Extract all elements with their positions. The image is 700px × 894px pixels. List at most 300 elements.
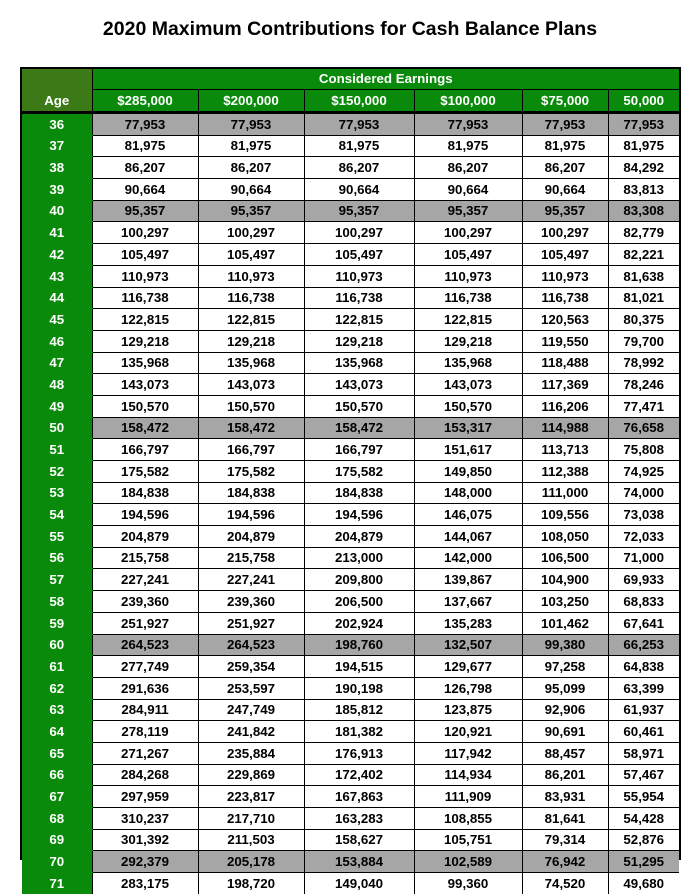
value-cell: 99,360 — [414, 873, 522, 894]
value-cell: 100,297 — [414, 222, 522, 244]
age-cell: 59 — [22, 612, 92, 634]
value-cell: 116,738 — [198, 287, 304, 309]
value-cell: 77,953 — [198, 114, 304, 135]
column-header: $150,000 — [304, 90, 414, 112]
value-cell: 90,664 — [414, 179, 522, 201]
value-cell: 247,749 — [198, 699, 304, 721]
value-cell: 116,738 — [522, 287, 608, 309]
value-cell: 181,382 — [304, 721, 414, 743]
value-cell: 81,975 — [304, 135, 414, 157]
table-row — [22, 374, 679, 396]
value-cell: 150,570 — [92, 395, 198, 417]
value-cell: 95,357 — [414, 200, 522, 222]
value-cell: 139,867 — [414, 569, 522, 591]
value-cell: 77,953 — [608, 114, 679, 135]
value-cell: 166,797 — [198, 439, 304, 461]
contributions-table-frame — [20, 67, 681, 891]
value-cell: 97,258 — [522, 656, 608, 678]
age-cell: 38 — [22, 157, 92, 179]
value-cell: 158,472 — [92, 417, 198, 439]
value-cell: 223,817 — [198, 786, 304, 808]
table-row — [22, 439, 679, 461]
value-cell: 77,953 — [414, 114, 522, 135]
table-row — [22, 526, 679, 548]
value-cell: 110,973 — [198, 265, 304, 287]
value-cell: 211,503 — [198, 829, 304, 851]
value-cell: 75,808 — [608, 439, 679, 461]
value-cell: 297,959 — [92, 786, 198, 808]
value-cell: 77,471 — [608, 395, 679, 417]
value-cell: 114,988 — [522, 417, 608, 439]
value-cell: 278,119 — [92, 721, 198, 743]
value-cell: 143,073 — [92, 374, 198, 396]
value-cell: 95,357 — [522, 200, 608, 222]
age-cell: 36 — [22, 114, 92, 135]
value-cell: 123,875 — [414, 699, 522, 721]
table-row — [22, 873, 679, 894]
value-cell: 204,879 — [304, 526, 414, 548]
table-body — [22, 114, 679, 894]
value-cell: 132,507 — [414, 634, 522, 656]
value-cell: 90,664 — [92, 179, 198, 201]
age-cell: 42 — [22, 244, 92, 266]
value-cell: 205,178 — [198, 851, 304, 873]
table-row — [22, 851, 679, 873]
table-row — [22, 265, 679, 287]
value-cell: 86,207 — [198, 157, 304, 179]
age-cell: 62 — [22, 677, 92, 699]
value-cell: 194,515 — [304, 656, 414, 678]
value-cell: 63,399 — [608, 677, 679, 699]
value-cell: 81,975 — [92, 135, 198, 157]
table-row — [22, 309, 679, 331]
table-row — [22, 829, 679, 851]
column-header-row — [22, 90, 679, 112]
value-cell: 150,570 — [304, 395, 414, 417]
value-cell: 118,488 — [522, 352, 608, 374]
value-cell: 184,838 — [304, 482, 414, 504]
value-cell: 239,360 — [198, 591, 304, 613]
age-cell: 44 — [22, 287, 92, 309]
value-cell: 95,357 — [92, 200, 198, 222]
age-cell: 37 — [22, 135, 92, 157]
value-cell: 86,207 — [304, 157, 414, 179]
value-cell: 153,317 — [414, 417, 522, 439]
value-cell: 76,942 — [522, 851, 608, 873]
value-cell: 122,815 — [92, 309, 198, 331]
age-cell: 64 — [22, 721, 92, 743]
considered-earnings-header: Considered Earnings — [92, 69, 679, 90]
table-row — [22, 786, 679, 808]
value-cell: 135,968 — [414, 352, 522, 374]
value-cell: 241,842 — [198, 721, 304, 743]
value-cell: 227,241 — [198, 569, 304, 591]
value-cell: 99,380 — [522, 634, 608, 656]
table-row — [22, 569, 679, 591]
value-cell: 90,664 — [304, 179, 414, 201]
value-cell: 113,713 — [522, 439, 608, 461]
value-cell: 78,992 — [608, 352, 679, 374]
value-cell: 95,099 — [522, 677, 608, 699]
value-cell: 129,677 — [414, 656, 522, 678]
value-cell: 81,975 — [522, 135, 608, 157]
column-header: $200,000 — [198, 90, 304, 112]
value-cell: 83,308 — [608, 200, 679, 222]
value-cell: 110,973 — [414, 265, 522, 287]
table-row — [22, 612, 679, 634]
value-cell: 66,253 — [608, 634, 679, 656]
value-cell: 209,800 — [304, 569, 414, 591]
value-cell: 105,497 — [304, 244, 414, 266]
value-cell: 204,879 — [198, 526, 304, 548]
value-cell: 105,751 — [414, 829, 522, 851]
value-cell: 68,833 — [608, 591, 679, 613]
value-cell: 110,973 — [304, 265, 414, 287]
value-cell: 95,357 — [304, 200, 414, 222]
value-cell: 112,388 — [522, 461, 608, 483]
value-cell: 129,218 — [304, 330, 414, 352]
table-row — [22, 179, 679, 201]
value-cell: 122,815 — [304, 309, 414, 331]
value-cell: 184,838 — [92, 482, 198, 504]
value-cell: 92,906 — [522, 699, 608, 721]
value-cell: 148,000 — [414, 482, 522, 504]
value-cell: 194,596 — [304, 504, 414, 526]
column-header: $75,000 — [522, 90, 608, 112]
value-cell: 158,472 — [198, 417, 304, 439]
value-cell: 51,295 — [608, 851, 679, 873]
age-cell: 60 — [22, 634, 92, 656]
value-cell: 277,749 — [92, 656, 198, 678]
value-cell: 105,497 — [198, 244, 304, 266]
value-cell: 116,738 — [304, 287, 414, 309]
value-cell: 176,913 — [304, 742, 414, 764]
age-cell: 71 — [22, 873, 92, 894]
value-cell: 101,462 — [522, 612, 608, 634]
value-cell: 259,354 — [198, 656, 304, 678]
age-cell: 65 — [22, 742, 92, 764]
value-cell: 194,596 — [92, 504, 198, 526]
value-cell: 175,582 — [304, 461, 414, 483]
value-cell: 213,000 — [304, 547, 414, 569]
value-cell: 198,760 — [304, 634, 414, 656]
value-cell: 116,206 — [522, 395, 608, 417]
value-cell: 111,909 — [414, 786, 522, 808]
value-cell: 235,884 — [198, 742, 304, 764]
value-cell: 110,973 — [92, 265, 198, 287]
table-row — [22, 244, 679, 266]
age-cell: 57 — [22, 569, 92, 591]
age-cell: 54 — [22, 504, 92, 526]
value-cell: 251,927 — [92, 612, 198, 634]
value-cell: 86,207 — [92, 157, 198, 179]
contributions-table — [22, 69, 679, 894]
value-cell: 86,207 — [414, 157, 522, 179]
value-cell: 116,738 — [414, 287, 522, 309]
value-cell: 100,297 — [304, 222, 414, 244]
value-cell: 67,641 — [608, 612, 679, 634]
age-cell: 61 — [22, 656, 92, 678]
value-cell: 166,797 — [304, 439, 414, 461]
value-cell: 100,297 — [522, 222, 608, 244]
value-cell: 74,000 — [608, 482, 679, 504]
age-cell: 67 — [22, 786, 92, 808]
value-cell: 135,968 — [92, 352, 198, 374]
value-cell: 215,758 — [92, 547, 198, 569]
table-row — [22, 135, 679, 157]
age-cell: 70 — [22, 851, 92, 873]
value-cell: 163,283 — [304, 808, 414, 830]
value-cell: 82,779 — [608, 222, 679, 244]
value-cell: 105,497 — [92, 244, 198, 266]
value-cell: 105,497 — [414, 244, 522, 266]
value-cell: 153,884 — [304, 851, 414, 873]
age-cell: 39 — [22, 179, 92, 201]
value-cell: 194,596 — [198, 504, 304, 526]
value-cell: 172,402 — [304, 764, 414, 786]
value-cell: 158,627 — [304, 829, 414, 851]
value-cell: 227,241 — [92, 569, 198, 591]
value-cell: 100,297 — [92, 222, 198, 244]
age-cell: 68 — [22, 808, 92, 830]
table-row — [22, 677, 679, 699]
value-cell: 217,710 — [198, 808, 304, 830]
table-row — [22, 222, 679, 244]
value-cell: 122,815 — [198, 309, 304, 331]
value-cell: 251,927 — [198, 612, 304, 634]
value-cell: 110,973 — [522, 265, 608, 287]
value-cell: 74,520 — [522, 873, 608, 894]
value-cell: 60,461 — [608, 721, 679, 743]
value-cell: 149,040 — [304, 873, 414, 894]
value-cell: 78,246 — [608, 374, 679, 396]
value-cell: 90,664 — [198, 179, 304, 201]
age-cell: 46 — [22, 330, 92, 352]
value-cell: 103,250 — [522, 591, 608, 613]
table-row — [22, 504, 679, 526]
value-cell: 57,467 — [608, 764, 679, 786]
value-cell: 150,570 — [414, 395, 522, 417]
table-row — [22, 656, 679, 678]
value-cell: 64,838 — [608, 656, 679, 678]
table-row — [22, 699, 679, 721]
value-cell: 61,937 — [608, 699, 679, 721]
value-cell: 144,067 — [414, 526, 522, 548]
value-cell: 69,933 — [608, 569, 679, 591]
table-row — [22, 330, 679, 352]
age-cell: 53 — [22, 482, 92, 504]
value-cell: 86,207 — [522, 157, 608, 179]
value-cell: 102,589 — [414, 851, 522, 873]
value-cell: 185,812 — [304, 699, 414, 721]
table-row — [22, 352, 679, 374]
value-cell: 158,472 — [304, 417, 414, 439]
value-cell: 81,975 — [414, 135, 522, 157]
age-cell: 41 — [22, 222, 92, 244]
value-cell: 291,636 — [92, 677, 198, 699]
value-cell: 109,556 — [522, 504, 608, 526]
value-cell: 80,375 — [608, 309, 679, 331]
table-row — [22, 287, 679, 309]
value-cell: 81,021 — [608, 287, 679, 309]
value-cell: 198,720 — [198, 873, 304, 894]
value-cell: 81,975 — [608, 135, 679, 157]
value-cell: 120,921 — [414, 721, 522, 743]
value-cell: 86,201 — [522, 764, 608, 786]
table-row — [22, 114, 679, 135]
value-cell: 135,968 — [304, 352, 414, 374]
value-cell: 215,758 — [198, 547, 304, 569]
age-cell: 56 — [22, 547, 92, 569]
value-cell: 166,797 — [92, 439, 198, 461]
value-cell: 283,175 — [92, 873, 198, 894]
column-header: $100,000 — [414, 90, 522, 112]
table-row — [22, 200, 679, 222]
value-cell: 292,379 — [92, 851, 198, 873]
age-cell: 58 — [22, 591, 92, 613]
value-cell: 84,292 — [608, 157, 679, 179]
value-cell: 116,738 — [92, 287, 198, 309]
value-cell: 106,500 — [522, 547, 608, 569]
age-header: Age — [22, 90, 92, 112]
value-cell: 54,428 — [608, 808, 679, 830]
value-cell: 122,815 — [414, 309, 522, 331]
group-header-row — [22, 69, 679, 90]
value-cell: 284,911 — [92, 699, 198, 721]
value-cell: 129,218 — [92, 330, 198, 352]
value-cell: 143,073 — [198, 374, 304, 396]
value-cell: 90,691 — [522, 721, 608, 743]
value-cell: 79,314 — [522, 829, 608, 851]
table-row — [22, 547, 679, 569]
age-cell: 66 — [22, 764, 92, 786]
value-cell: 72,033 — [608, 526, 679, 548]
value-cell: 114,934 — [414, 764, 522, 786]
value-cell: 135,283 — [414, 612, 522, 634]
value-cell: 108,050 — [522, 526, 608, 548]
value-cell: 206,500 — [304, 591, 414, 613]
value-cell: 229,869 — [198, 764, 304, 786]
value-cell: 151,617 — [414, 439, 522, 461]
age-cell: 49 — [22, 395, 92, 417]
value-cell: 88,457 — [522, 742, 608, 764]
value-cell: 149,850 — [414, 461, 522, 483]
value-cell: 77,953 — [304, 114, 414, 135]
value-cell: 82,221 — [608, 244, 679, 266]
value-cell: 76,658 — [608, 417, 679, 439]
age-header-spacer — [22, 69, 92, 90]
age-cell: 51 — [22, 439, 92, 461]
value-cell: 264,523 — [198, 634, 304, 656]
age-cell: 40 — [22, 200, 92, 222]
value-cell: 135,968 — [198, 352, 304, 374]
table-row — [22, 721, 679, 743]
value-cell: 143,073 — [414, 374, 522, 396]
age-cell: 63 — [22, 699, 92, 721]
value-cell: 81,641 — [522, 808, 608, 830]
value-cell: 100,297 — [198, 222, 304, 244]
value-cell: 264,523 — [92, 634, 198, 656]
value-cell: 146,075 — [414, 504, 522, 526]
value-cell: 271,267 — [92, 742, 198, 764]
value-cell: 202,924 — [304, 612, 414, 634]
value-cell: 81,638 — [608, 265, 679, 287]
value-cell: 83,931 — [522, 786, 608, 808]
value-cell: 58,971 — [608, 742, 679, 764]
column-header: $285,000 — [92, 90, 198, 112]
value-cell: 119,550 — [522, 330, 608, 352]
table-row — [22, 482, 679, 504]
age-cell: 48 — [22, 374, 92, 396]
value-cell: 310,237 — [92, 808, 198, 830]
table-row — [22, 395, 679, 417]
value-cell: 111,000 — [522, 482, 608, 504]
age-cell: 50 — [22, 417, 92, 439]
table-row — [22, 764, 679, 786]
value-cell: 253,597 — [198, 677, 304, 699]
table-row — [22, 742, 679, 764]
table-row — [22, 591, 679, 613]
value-cell: 81,975 — [198, 135, 304, 157]
age-cell: 52 — [22, 461, 92, 483]
value-cell: 55,954 — [608, 786, 679, 808]
age-cell: 55 — [22, 526, 92, 548]
value-cell: 137,667 — [414, 591, 522, 613]
value-cell: 71,000 — [608, 547, 679, 569]
value-cell: 49,680 — [608, 873, 679, 894]
value-cell: 77,953 — [522, 114, 608, 135]
value-cell: 74,925 — [608, 461, 679, 483]
value-cell: 129,218 — [414, 330, 522, 352]
table-row — [22, 417, 679, 439]
value-cell: 175,582 — [198, 461, 304, 483]
age-cell: 43 — [22, 265, 92, 287]
value-cell: 142,000 — [414, 547, 522, 569]
value-cell: 95,357 — [198, 200, 304, 222]
value-cell: 239,360 — [92, 591, 198, 613]
value-cell: 175,582 — [92, 461, 198, 483]
value-cell: 77,953 — [92, 114, 198, 135]
value-cell: 143,073 — [304, 374, 414, 396]
value-cell: 184,838 — [198, 482, 304, 504]
value-cell: 129,218 — [198, 330, 304, 352]
value-cell: 90,664 — [522, 179, 608, 201]
value-cell: 108,855 — [414, 808, 522, 830]
value-cell: 83,813 — [608, 179, 679, 201]
age-cell: 45 — [22, 309, 92, 331]
value-cell: 117,942 — [414, 742, 522, 764]
value-cell: 150,570 — [198, 395, 304, 417]
page-title: 2020 Maximum Contributions for Cash Balance Plans — [102, 18, 598, 40]
value-cell: 204,879 — [92, 526, 198, 548]
value-cell: 284,268 — [92, 764, 198, 786]
value-cell: 117,369 — [522, 374, 608, 396]
value-cell: 52,876 — [608, 829, 679, 851]
table-row — [22, 808, 679, 830]
table-row — [22, 634, 679, 656]
age-cell: 69 — [22, 829, 92, 851]
value-cell: 105,497 — [522, 244, 608, 266]
value-cell: 190,198 — [304, 677, 414, 699]
value-cell: 126,798 — [414, 677, 522, 699]
column-header: 50,000 — [608, 90, 679, 112]
value-cell: 104,900 — [522, 569, 608, 591]
value-cell: 120,563 — [522, 309, 608, 331]
table-row — [22, 157, 679, 179]
value-cell: 73,038 — [608, 504, 679, 526]
value-cell: 301,392 — [92, 829, 198, 851]
table-row — [22, 461, 679, 483]
